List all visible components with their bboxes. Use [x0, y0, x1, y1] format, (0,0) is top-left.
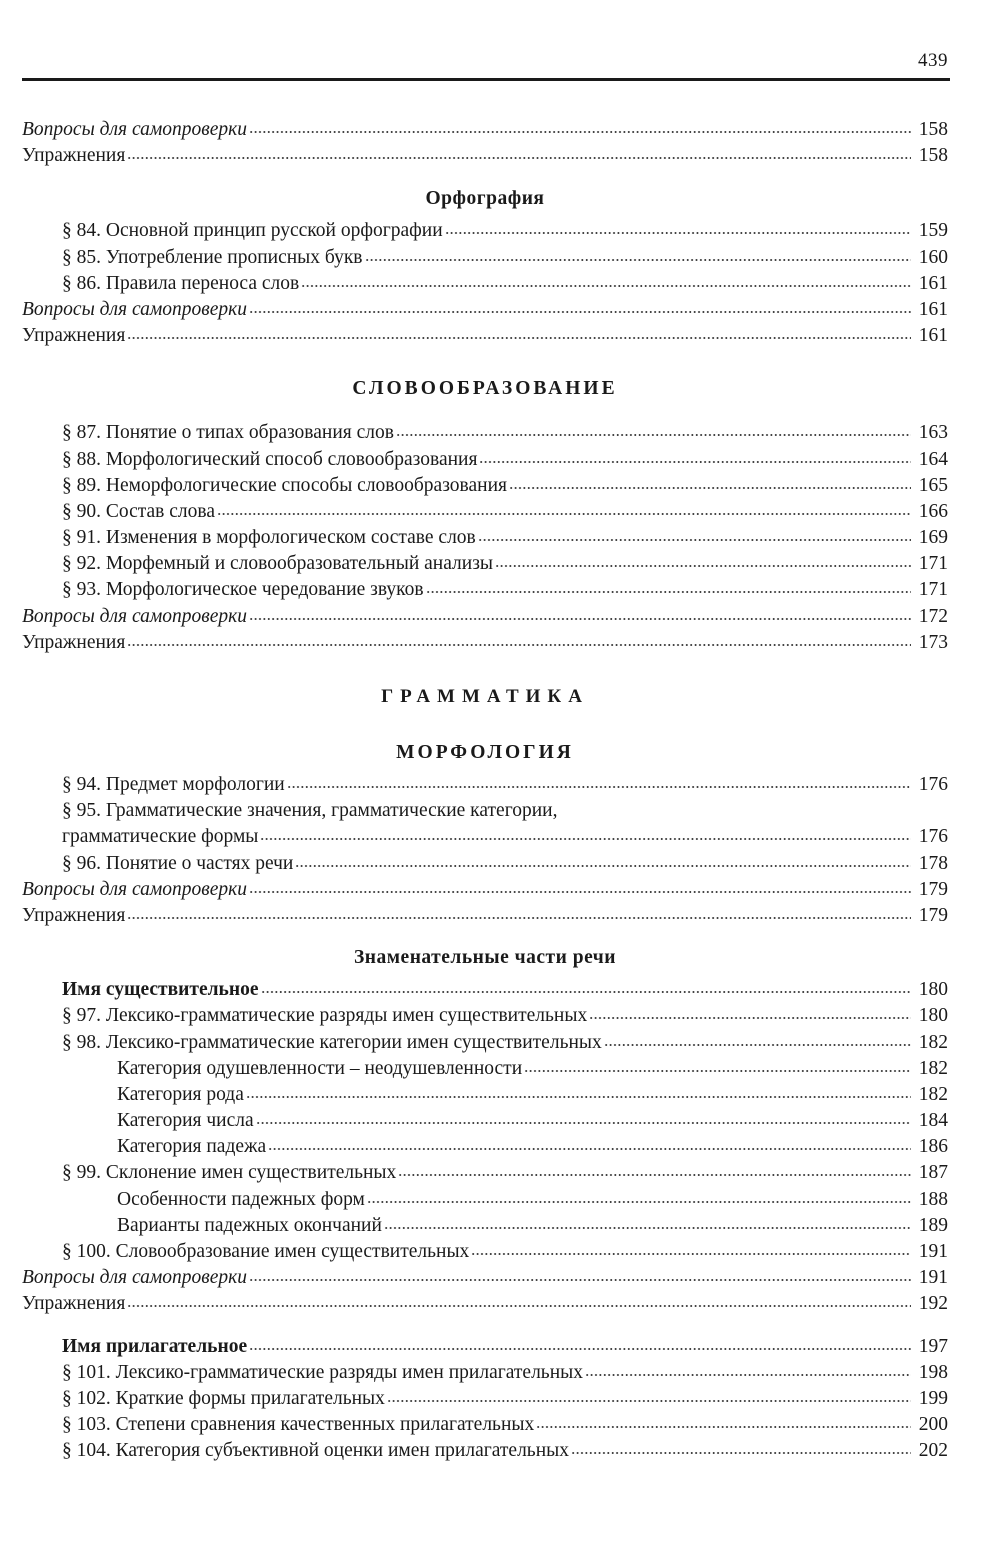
toc-entry-page: 176 [918, 774, 948, 795]
toc-entry [22, 323, 948, 349]
toc-entry-title: Вопросы для самопроверки [22, 605, 248, 627]
toc-entry-title: Вопросы для самопроверки [22, 878, 248, 900]
toc-entry [22, 877, 948, 903]
toc-entry [22, 1412, 948, 1438]
dot-leader [471, 1251, 911, 1257]
dot-leader [127, 915, 911, 921]
toc-entry [22, 1030, 948, 1056]
toc-entry-title: Упражнения [22, 325, 126, 347]
toc-entry-title: § 97. Лексико-грамматические разряды имен существительных [62, 1005, 588, 1027]
toc-entry-page: 188 [918, 1188, 948, 1210]
dot-leader [261, 989, 911, 995]
dot-leader [387, 1398, 911, 1404]
dot-leader [249, 889, 911, 895]
toc-entry-page: 159 [918, 220, 948, 242]
toc-entry-page: 180 [918, 1005, 948, 1027]
toc-entry [22, 1160, 948, 1186]
toc-entry-title: Вопросы для самопроверки [22, 298, 248, 320]
toc-entry [22, 1265, 948, 1291]
dot-leader [536, 1424, 911, 1430]
toc-entry [22, 117, 948, 143]
toc-entry-page: 176 [918, 826, 948, 848]
toc-entry-page: 187 [918, 1162, 948, 1184]
dot-leader [585, 1372, 911, 1378]
toc-entry [22, 1213, 948, 1239]
toc-entry-page: 171 [918, 553, 948, 575]
toc-entry-title: § 89. Неморфологические способы словообразования [62, 474, 507, 496]
toc-entry-title: § 90. Состав слова [62, 500, 216, 522]
toc-entry-title: § 101. Лексико-грамматические разряды имен прилагательных [62, 1361, 583, 1383]
dot-leader [571, 1450, 911, 1456]
table-of-contents [22, 117, 948, 1465]
dot-leader [249, 129, 911, 135]
section-heading: ГРАММАТИКА [381, 686, 589, 707]
toc-entry-page: 161 [918, 272, 948, 294]
toc-entry-page: 163 [918, 422, 948, 444]
dot-leader [365, 257, 911, 263]
toc-entry-title: § 94. Предмет морфологии [62, 774, 285, 795]
section-heading: МОРФОЛОГИЯ [396, 742, 574, 763]
toc-entry-page: 202 [918, 1440, 948, 1462]
dot-leader [295, 863, 911, 869]
toc-entry-page: 158 [918, 119, 948, 140]
dot-leader [301, 283, 911, 289]
dot-leader [478, 537, 911, 543]
toc-entry [22, 473, 948, 499]
toc-entry-title: § 91. Изменения в морфологическом составе слов [62, 527, 476, 549]
toc-entry [22, 1082, 948, 1108]
toc-entry-title: § 93. Морфологическое чередование звуков [62, 579, 424, 601]
dot-leader [445, 230, 911, 236]
toc-entry [22, 245, 948, 271]
dot-leader [127, 642, 911, 648]
toc-entry [22, 824, 948, 850]
dot-leader [256, 1120, 911, 1126]
toc-entry-title: Категория числа [117, 1110, 254, 1132]
dot-leader [495, 563, 911, 569]
toc-entry-title: грамматические формы [62, 826, 259, 848]
toc-entry [22, 1386, 948, 1412]
toc-entry-title: Категория одушевленности – неодушевленности [117, 1057, 523, 1079]
dot-leader [479, 459, 911, 465]
toc-entry [22, 271, 948, 297]
toc-entry-title: § 98. Лексико-грамматические категории имен существительных [62, 1031, 602, 1053]
toc-entry-title: Варианты падежных окончаний [117, 1214, 382, 1236]
dot-leader [287, 784, 911, 790]
dot-leader [384, 1225, 911, 1231]
toc-entry-page: 200 [918, 1414, 948, 1436]
toc-entry [22, 297, 948, 323]
toc-entry-page: 199 [918, 1387, 948, 1409]
toc-entry [22, 447, 948, 473]
dot-leader [249, 1277, 911, 1283]
toc-entry-page: 166 [918, 500, 948, 522]
toc-entry-page: 179 [918, 878, 948, 900]
toc-entry-title: Особенности падежных форм [117, 1188, 365, 1210]
toc-entry-title: § 87. Понятие о типах образования слов [62, 422, 394, 444]
dot-leader [426, 589, 911, 595]
toc-entry [22, 420, 948, 446]
page-number: 439 [918, 50, 948, 71]
toc-entry-title: § 104. Категория субъективной оценки имен прилагательных [62, 1440, 569, 1462]
toc-entry-title: § 100. Словообразование имен существительных [62, 1241, 470, 1262]
section-heading: Знаменательные части речи [353, 947, 616, 969]
toc-entry [22, 143, 948, 169]
toc-entry [22, 798, 948, 824]
dot-leader [127, 155, 911, 161]
toc-entry-page: 198 [918, 1361, 948, 1383]
toc-entry [22, 525, 948, 551]
toc-entry-title: § 92. Морфемный и словообразовательный анализы [62, 553, 494, 575]
toc-entry-title: Упражнения [22, 631, 126, 653]
toc-entry-page: 165 [918, 474, 948, 496]
toc-entry-page: 180 [918, 979, 948, 1001]
toc-entry-title: Упражнения [22, 904, 126, 926]
toc-entry [22, 1291, 948, 1317]
toc-entry [22, 499, 948, 525]
toc-entry-page: 191 [918, 1267, 948, 1289]
toc-entry-title: Упражнения [22, 145, 126, 167]
toc-entry-page: 189 [918, 1214, 948, 1236]
toc-entry [22, 1056, 948, 1082]
toc-entry-title: Вопросы для самопроверки [22, 119, 248, 140]
toc-entry [22, 1438, 948, 1464]
toc-entry-title: Имя существительное [62, 979, 259, 1001]
toc-entry-page: 161 [918, 298, 948, 320]
toc-entry-page: 182 [918, 1031, 948, 1053]
dot-leader [127, 335, 911, 341]
dot-leader [604, 1042, 911, 1048]
toc-entry-title: Вопросы для самопроверки [22, 1267, 248, 1289]
dot-leader [268, 1146, 911, 1152]
toc-entry-page: 184 [918, 1110, 948, 1132]
toc-entry-page: 186 [918, 1136, 948, 1158]
dot-leader [398, 1172, 911, 1178]
section-heading: Орфография [425, 188, 545, 210]
dot-leader [246, 1094, 911, 1100]
toc-entry [22, 577, 948, 603]
toc-entry-title: § 86. Правила переноса слов [62, 272, 300, 294]
toc-entry-title: § 102. Краткие формы прилагательных [62, 1387, 385, 1409]
dot-leader [509, 485, 911, 491]
dot-leader [524, 1068, 911, 1074]
toc-entry-page: 172 [918, 605, 948, 627]
toc-entry [22, 1334, 948, 1360]
toc-entry-page: 197 [918, 1335, 948, 1357]
toc-entry-page: 191 [918, 1241, 948, 1262]
toc-entry-page: 158 [918, 145, 948, 167]
toc-entry [22, 1134, 948, 1160]
toc-entry [22, 1187, 948, 1213]
toc-entry-title: § 85. Употребление прописных букв [62, 246, 363, 268]
toc-entry-page: 161 [918, 325, 948, 347]
toc-entry-page: 160 [918, 246, 948, 268]
header-rule [22, 78, 950, 81]
dot-leader [367, 1199, 911, 1205]
toc-entry-page: 171 [918, 579, 948, 601]
toc-entry-page: 164 [918, 448, 948, 470]
toc-entry-page: 182 [918, 1057, 948, 1079]
dot-leader [260, 836, 911, 842]
toc-entry-title: § 103. Степени сравнения качественных прилагательных [62, 1414, 535, 1436]
toc-entry [22, 1003, 948, 1029]
toc-entry-page: 169 [918, 527, 948, 549]
toc-entry-title: Имя прилагательное [62, 1335, 248, 1357]
toc-entry-page: 182 [918, 1083, 948, 1105]
toc-entry-title: § 99. Склонение имен существительных [62, 1162, 397, 1184]
dot-leader [249, 616, 911, 622]
toc-entry-page: 192 [918, 1293, 948, 1315]
toc-entry-page: 179 [918, 904, 948, 926]
dot-leader [127, 1303, 911, 1309]
toc-entry-page: 178 [918, 852, 948, 874]
dot-leader [396, 432, 911, 438]
toc-entry-title: § 88. Морфологический способ словообразования [62, 448, 478, 470]
toc-entry-title: § 95. Грамматические значения, грамматические категории, [62, 800, 558, 822]
dot-leader [249, 1346, 911, 1352]
toc-entry-title: Категория рода [117, 1083, 244, 1105]
section-heading: СЛОВООБРАЗОВАНИЕ [352, 378, 618, 400]
toc-entry [22, 772, 948, 798]
toc-entry [22, 630, 948, 656]
toc-entry [22, 1108, 948, 1134]
toc-entry [22, 1360, 948, 1386]
toc-entry [22, 977, 948, 1003]
toc-entry-title: Категория падежа [117, 1136, 267, 1158]
toc-entry [22, 604, 948, 630]
toc-entry [22, 851, 948, 877]
toc-entry-title: § 96. Понятие о частях речи [62, 852, 294, 874]
dot-leader [217, 511, 911, 517]
dot-leader [249, 309, 911, 315]
toc-entry [22, 903, 948, 929]
toc-entry [22, 551, 948, 577]
toc-entry [22, 218, 948, 244]
toc-entry-page: 173 [918, 631, 948, 653]
toc-entry-title: § 84. Основной принцип русской орфографии [62, 220, 443, 242]
toc-entry [22, 1239, 948, 1265]
dot-leader [589, 1015, 911, 1021]
toc-entry-title: Упражнения [22, 1293, 126, 1315]
